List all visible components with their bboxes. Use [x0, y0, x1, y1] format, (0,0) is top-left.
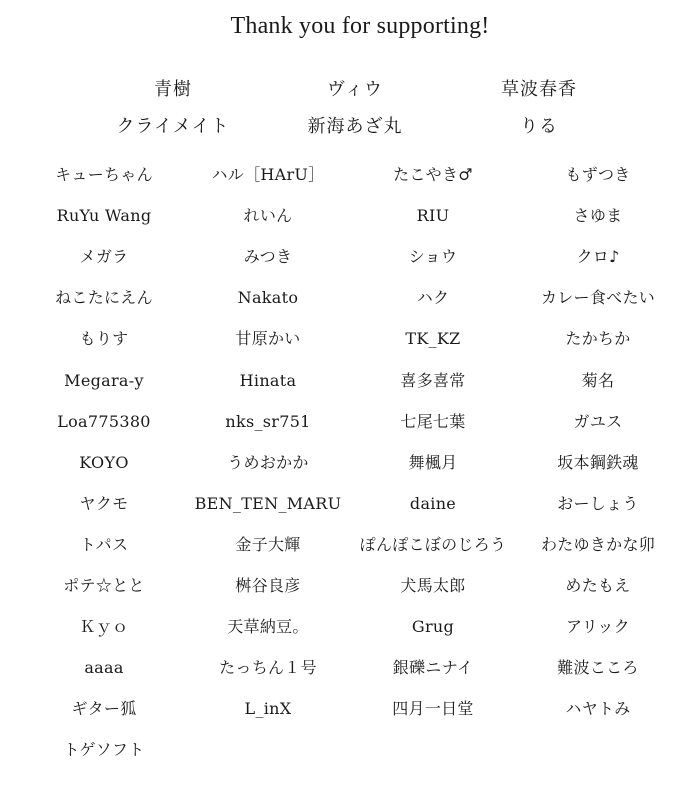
supporters-row	[0, 451, 700, 475]
supporter-name: もずつき	[565, 165, 631, 184]
supporter-name: 坂本鋼鉄魂	[557, 453, 639, 472]
supporter-name: 犬馬太郎	[400, 576, 466, 595]
supporter-name: 天草納豆。	[227, 617, 309, 636]
supporters-row	[0, 204, 700, 228]
supporter-name: ねこたにえん	[55, 288, 153, 307]
supporter-name: daine	[409, 494, 457, 513]
supporter-name: ギター狐	[71, 699, 137, 718]
supporter-name: Hinata	[239, 371, 297, 390]
supporter-name: たかちか	[565, 329, 631, 348]
supporters-row	[0, 327, 700, 351]
supporter-name: L_inX	[244, 699, 292, 718]
supporter-name: トパス	[79, 535, 129, 554]
supporter-name: たこやき♂	[393, 165, 473, 184]
top-supporter-name: 新海あざ丸	[307, 116, 403, 137]
supporter-name: 桝谷良彦	[235, 576, 301, 595]
supporter-name: KOYO	[79, 453, 129, 472]
supporter-name: TK_KZ	[405, 329, 461, 348]
supporter-name: さゆま	[573, 206, 623, 225]
supporters-row	[0, 492, 700, 516]
supporter-name: ポテ☆とと	[63, 576, 145, 595]
supporters-row	[0, 245, 700, 269]
top-supporter-name: ヴィウ	[327, 79, 383, 100]
supporters-row	[0, 369, 700, 393]
supporter-name: ガユス	[573, 412, 623, 431]
supporter-name: カレー食べたい	[540, 288, 656, 307]
supporter-name: 舞楓月	[408, 453, 458, 472]
supporter-name: ぽんぽこぼのじろう	[359, 535, 507, 554]
supporter-name: Ｋｙｏ	[79, 617, 129, 636]
supporter-name: ハヤトみ	[565, 699, 631, 718]
supporter-name: ハル［HArU］	[211, 165, 325, 184]
supporter-name: めたもえ	[565, 576, 631, 595]
supporters-row	[0, 697, 700, 721]
top-supporters-row	[0, 77, 700, 103]
supporter-name: RIU	[416, 206, 450, 225]
top-supporter-name: クライメイト	[116, 116, 230, 137]
supporters-row	[0, 163, 700, 187]
top-supporter-name: 草波春香	[501, 79, 577, 100]
supporters-row	[0, 574, 700, 598]
supporter-name: Megara-y	[64, 371, 144, 390]
supporter-name: れいん	[243, 206, 293, 225]
supporters-row	[0, 410, 700, 434]
supporters-row	[0, 533, 700, 557]
supporter-name: Nakato	[237, 288, 299, 307]
supporter-name: 難波こころ	[557, 658, 639, 677]
supporters-row	[0, 615, 700, 639]
supporter-name: ハク	[416, 288, 450, 307]
supporter-name: 甘原かい	[235, 329, 301, 348]
supporter-name: RuYu Wang	[56, 206, 152, 225]
supporter-name: 四月一日堂	[392, 699, 474, 718]
supporter-name: Grug	[411, 617, 455, 636]
supporter-name: 菊名	[581, 371, 615, 390]
supporter-name: みつき	[243, 247, 293, 266]
supporter-name: ショウ	[408, 247, 458, 266]
supporter-name: ヤクモ	[79, 494, 129, 513]
supporter-name: メガラ	[79, 247, 129, 266]
supporter-name: Loa775380	[57, 412, 151, 431]
supporters-row	[0, 286, 700, 310]
supporter-name: 金子大輝	[235, 535, 301, 554]
supporter-name: うめおかか	[227, 453, 309, 472]
supporter-name: おーしょう	[557, 494, 639, 513]
supporter-name: トゲソフト	[63, 740, 145, 759]
supporter-name: 七尾七葉	[400, 412, 466, 431]
supporter-name: クロ♪	[576, 247, 620, 266]
top-supporter-name: りる	[520, 116, 558, 137]
supporter-name: もりす	[79, 329, 129, 348]
top-supporters-row	[0, 114, 700, 140]
supporter-name: BEN_TEN_MARU	[194, 494, 342, 513]
supporters-row	[0, 738, 700, 762]
supporter-name: aaaa	[84, 658, 124, 677]
supporter-name: nks_sr751	[225, 412, 311, 431]
supporters-row	[0, 656, 700, 680]
supporter-name: たっちん１号	[219, 658, 317, 677]
supporter-name: わたゆきかな卯	[540, 535, 656, 554]
supporter-name: キューちゃん	[55, 165, 153, 184]
page-title: Thank you for supporting!	[230, 13, 490, 39]
supporter-name: アリック	[566, 617, 630, 636]
top-supporter-name: 青樹	[154, 79, 192, 100]
supporter-name: 喜多喜常	[400, 371, 466, 390]
supporter-name: 銀礫ニナイ	[392, 658, 474, 677]
